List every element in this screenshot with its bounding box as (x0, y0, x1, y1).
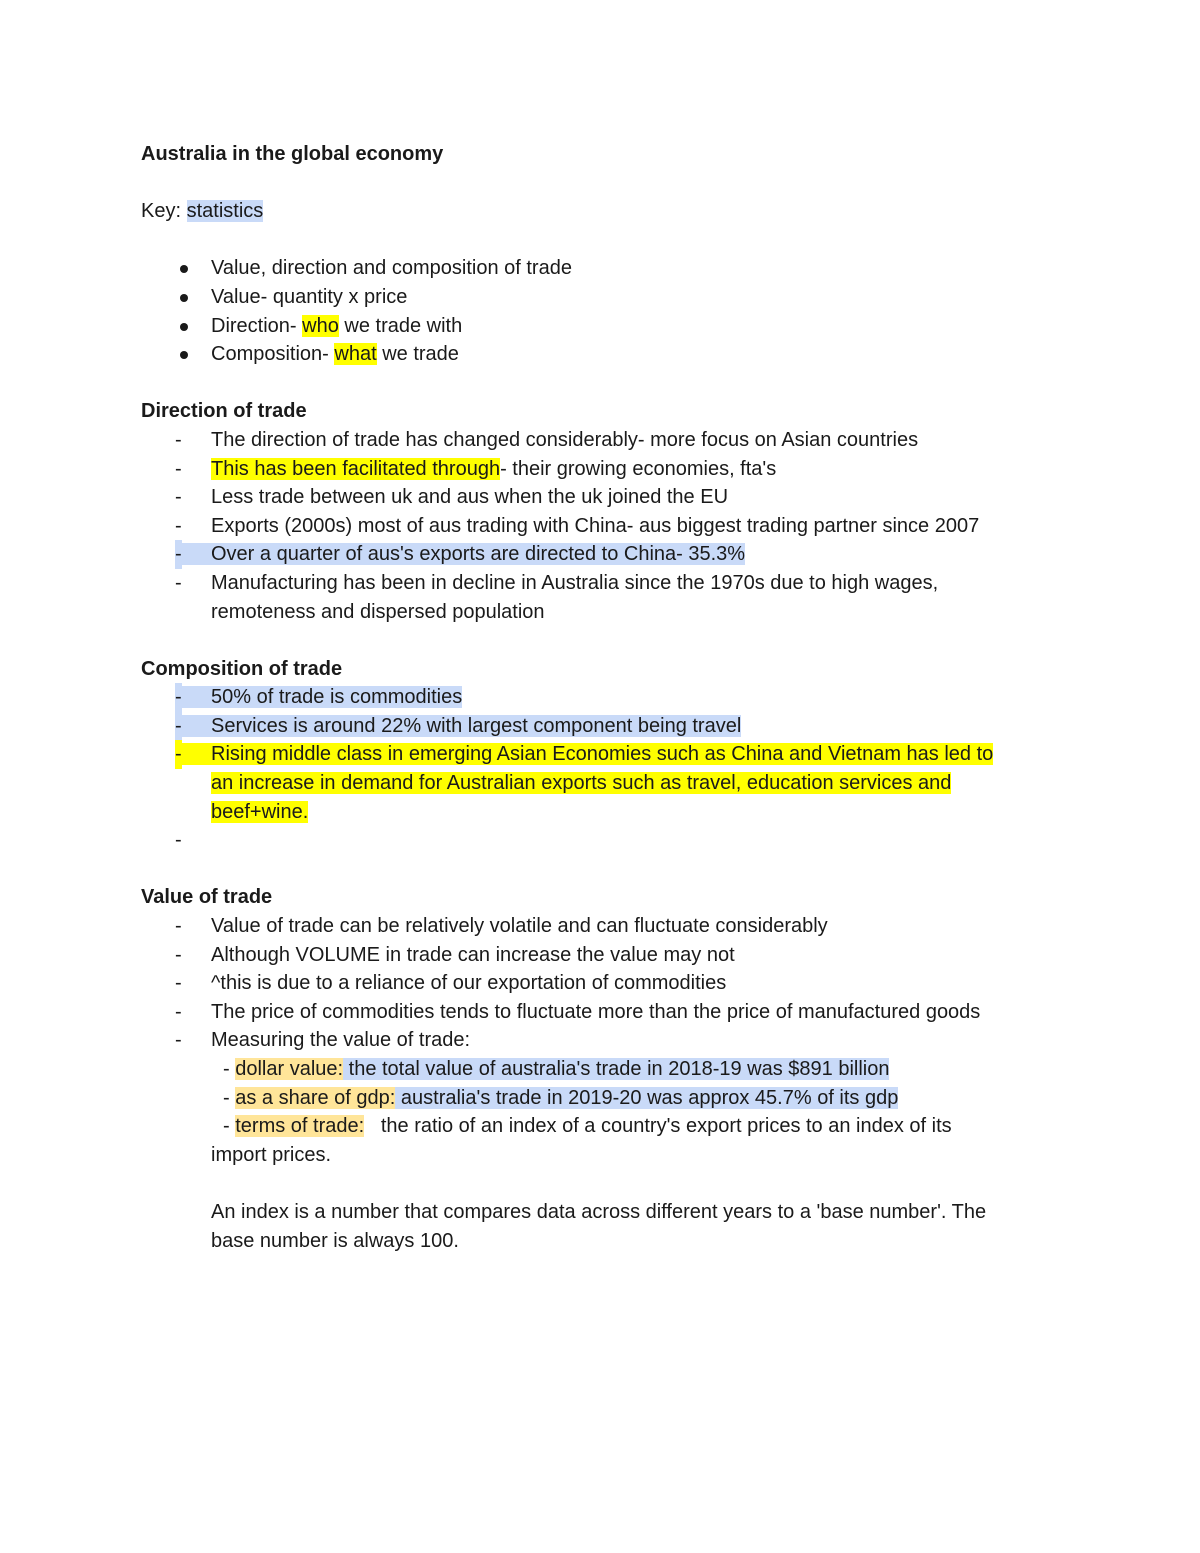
key-value: statistics (186, 200, 264, 223)
list-item-continuation: remoteness and dispersed population (211, 600, 545, 623)
bullet-icon (180, 294, 188, 302)
list-item: - Measuring the value of trade: (175, 1029, 471, 1052)
list-item: - Less trade between uk and aus when the uk joined the EU (175, 486, 729, 509)
list-item: - 50% of trade is commodities (141, 683, 1071, 712)
index-note: base number is always 100. (211, 1229, 459, 1252)
list-item: - Value of trade can be relatively volatile and can fluctuate considerably (175, 915, 828, 938)
key-line (141, 197, 1071, 226)
measure-item: - as a share of gdp: australia's trade in 2019-20 was approx 45.7% of its gdp (223, 1086, 899, 1109)
bullet-item: Direction- who we trade with (141, 312, 1071, 341)
list-item: - Services is around 22% with largest component being travel (141, 712, 1071, 741)
list-item: - Although VOLUME in trade can increase the value may not (175, 943, 735, 966)
bullet-item: Value- quantity x price (141, 283, 1071, 312)
section-heading-composition: Composition of trade (141, 657, 343, 680)
list-item: - ^this is due to a reliance of our exportation of commodities (175, 972, 727, 995)
bullet-icon (180, 323, 188, 331)
document-body (141, 140, 1071, 1255)
empty-list-item: - (175, 829, 182, 852)
list-item: - Over a quarter of aus's exports are directed to China- 35.3% (141, 540, 1071, 569)
page-title: Australia in the global economy (141, 143, 444, 165)
bullet-item: Value, direction and composition of trade (141, 254, 1071, 283)
key-label: Key: (141, 200, 187, 223)
list-item-continuation: an increase in demand for Australian exports such as travel, education services and (211, 772, 952, 795)
list-item: - The price of commodities tends to fluctuate more than the price of manufactured goods (175, 1000, 981, 1023)
list-item: - Rising middle class in emerging Asian Economies such as China and Vietnam has led to (141, 740, 1071, 769)
list-item: - This has been facilitated through- their growing economies, fta's (175, 457, 777, 480)
list-item: - Manufacturing has been in decline in Australia since the 1970s due to high wages, (175, 571, 939, 594)
bullet-item: Composition- what we trade (141, 340, 1071, 369)
list-item-continuation: beef+wine. (211, 800, 309, 823)
section-heading-value: Value of trade (141, 886, 273, 909)
index-note: An index is a number that compares data across different years to a 'base number'. The (211, 1200, 987, 1223)
measure-item: - dollar value: the total value of australia's trade in 2018-19 was $891 billion (223, 1058, 890, 1080)
measure-continuation: import prices. (211, 1143, 332, 1166)
bullet-icon (180, 265, 188, 273)
measure-item: - terms of trade: the ratio of an index of a country's export prices to an index of its (223, 1115, 952, 1138)
section-heading-direction: Direction of trade (141, 400, 307, 423)
list-item: - The direction of trade has changed considerably- more focus on Asian countries (175, 428, 919, 451)
bullet-icon (180, 351, 188, 359)
list-item: - Exports (2000s) most of aus trading with China- aus biggest trading partner since 2007 (175, 514, 980, 537)
